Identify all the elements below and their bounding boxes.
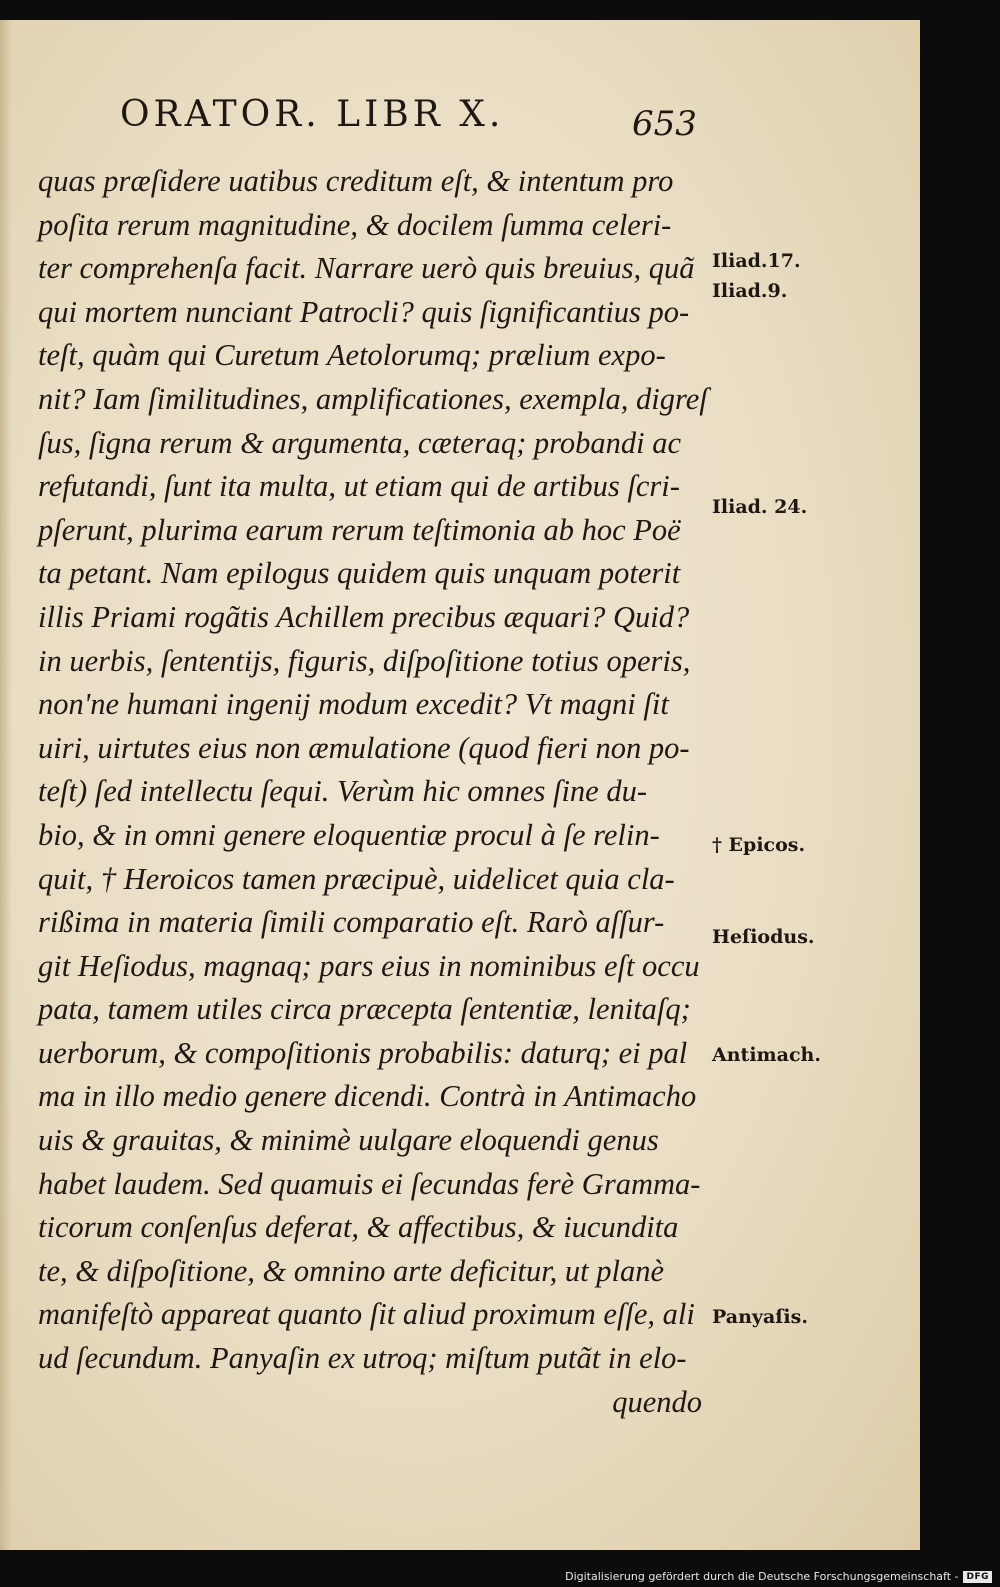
text-line: quit, † Heroicos tamen præcipuè, uidelicet quia cla- <box>38 861 675 896</box>
text-line: uis & grauitas, & minimè uulgare eloquendi genus <box>38 1123 659 1158</box>
text-line: in uerbis, ſententijs, figuris, diſpoſitione totius operis, <box>38 643 691 678</box>
text-line: bio, & in omni genere eloquentiæ procul à ſe relin- <box>38 817 660 852</box>
text-line: pata, tamem utiles circa præcepta ſententiæ, lenitaſq; <box>38 992 691 1027</box>
dfg-logo: DFG <box>963 1571 992 1583</box>
credit-text: Digitalisierung gefördert durch die Deutsche Forschungsgemeinschaft - <box>565 1570 959 1583</box>
text-line: quas præſidere uatibus creditum eſt, & intentum pro <box>38 164 674 198</box>
text-line: te, & diſpoſitione, & omnino arte deficitur, ut planè <box>38 1253 665 1288</box>
catchword: quendo <box>612 1384 702 1419</box>
digitization-credit <box>565 1570 992 1583</box>
text-line: manifeſtò appareat quanto ſit aliud proximum eſſe, ali <box>38 1297 695 1332</box>
text-line: teſt, quàm qui Curetum Aetolorumq; prælium expo- <box>38 338 666 373</box>
body-text <box>38 160 710 1424</box>
margin-note-iliad-9: Iliad.9. <box>712 280 788 302</box>
running-title: ORATOR. LIBR X. <box>120 94 505 135</box>
text-line: teſt) ſed intellectu ſequi. Verùm hic omnes ſine du- <box>38 774 647 809</box>
text-line: ta petant. Nam epilogus quidem quis unquam poterit <box>38 556 681 591</box>
text-line: illis Priami rogãtis Achillem precibus æquari? Quid? <box>38 599 690 634</box>
text-line: ter comprehenſa facit. Narrare uerò quis breuius, quã <box>38 251 695 286</box>
margin-note-epicos: † Epicos. <box>712 834 806 856</box>
text-line: uiri, uirtutes eius non æmulatione (quod fieri non po- <box>38 730 690 765</box>
margin-note-iliad-17: Iliad.17. <box>712 250 801 272</box>
text-line: ſus, ſigna rerum & argumenta, cæteraq; probandi ac <box>38 425 682 460</box>
margin-note-antimach: Antimach. <box>712 1044 821 1066</box>
text-line: non'ne humani ingenij modum excedit? Vt magni ſit <box>38 687 669 722</box>
text-line: ud ſecundum. Panyaſin ex utroq; miſtum putãt in elo- <box>38 1341 687 1376</box>
text-line: uerborum, & compoſitionis probabilis: daturq; ei pal <box>38 1035 688 1070</box>
text-line: qui mortem nunciant Patrocli? quis ſignificantius po- <box>38 294 690 329</box>
text-line: nit? Iam ſimilitudines, amplificationes, exempla, digreſ <box>38 381 708 416</box>
text-line: refutandi, ſunt ita multa, ut etiam qui de artibus ſcri- <box>38 469 680 504</box>
margin-note-hesiodus: Heſiodus. <box>712 926 815 948</box>
page-gutter-shadow <box>0 20 12 1550</box>
page-number: 653 <box>632 104 697 144</box>
text-line: habet laudem. Sed quamuis ei ſecundas ferè Gramma- <box>38 1166 701 1201</box>
text-line: rißima in materia ſimili comparatio eſt. Rarò aſſur- <box>38 905 665 940</box>
margin-note-panyasis: Panyaſis. <box>712 1306 808 1328</box>
margin-note-iliad-24: Iliad. 24. <box>712 496 808 518</box>
book-page <box>0 20 920 1550</box>
text-line: ma in illo medio genere dicendi. Contrà in Antimacho <box>38 1079 697 1114</box>
text-line: poſita rerum magnitudine, & docilem ſumma celeri- <box>38 207 672 242</box>
text-line: git Heſiodus, magnaq; pars eius in nominibus eſt occu <box>38 948 700 983</box>
text-line: ticorum conſenſus deferat, & affectibus, & iucundita <box>38 1210 679 1245</box>
text-line: pſerunt, plurima earum rerum teſtimonia ab hoc Poë <box>38 512 681 547</box>
